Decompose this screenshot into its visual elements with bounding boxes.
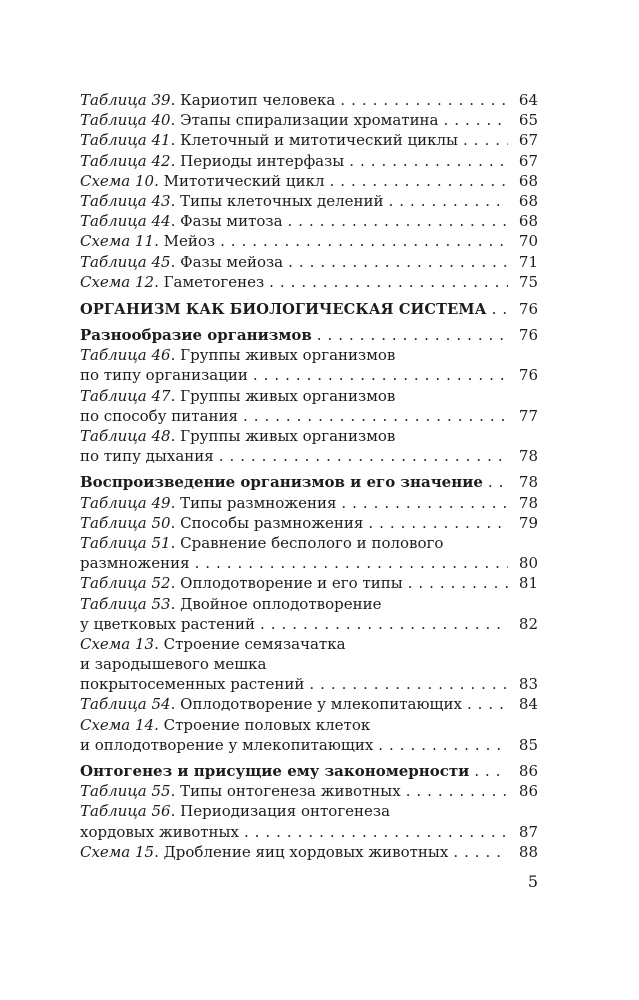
dot-leader [349, 151, 508, 171]
toc-entry-continuation[interactable] [80, 365, 538, 385]
dot-leader [329, 171, 508, 191]
toc-entry-first-line[interactable]: Схема 13. Строение семязачатка [80, 634, 346, 653]
toc-entry-continuation[interactable] [80, 614, 538, 634]
page-ref: 87 [518, 822, 538, 841]
entry-text: Таблица 47. Группы живых организмов [80, 386, 396, 405]
entry-title: Двойное оплодотворение [180, 594, 382, 613]
page-ref: 88 [518, 842, 538, 861]
dot-leader [340, 90, 508, 110]
toc-entry[interactable] [80, 110, 538, 130]
page-ref: 68 [518, 212, 538, 231]
dot-leader [220, 231, 508, 251]
page-ref: 75 [518, 272, 538, 291]
entry-label: Таблица 43 [80, 191, 171, 210]
page-ref: 64 [518, 91, 538, 109]
entry-label: Таблица 55 [80, 782, 171, 801]
toc-subsection-heading[interactable] [80, 761, 538, 781]
toc-entry-first-line[interactable] [80, 345, 538, 365]
toc-section-heading[interactable] [80, 299, 538, 319]
entry-title-continuation: у цветковых растений [80, 614, 255, 633]
entry-label: Таблица 39 [80, 91, 171, 109]
entry-title: Типы клеточных делений [180, 191, 384, 210]
entry-title-continuation: покрытосеменных растений [80, 675, 305, 694]
entry-text: Таблица 45. Фазы мейоза [80, 252, 284, 271]
dot-leader [467, 694, 508, 714]
entry-title: Кариотип человека [180, 91, 336, 109]
entry-label: Схема 12 [80, 272, 155, 291]
entry-text: Таблица 44. Фазы митоза [80, 212, 283, 231]
dot-leader [408, 573, 508, 593]
page-ref: 67 [518, 131, 538, 150]
toc-entry-continuation[interactable] [80, 446, 538, 466]
dot-leader [244, 822, 508, 842]
page-ref: 70 [518, 232, 538, 251]
page-number: 5 [527, 872, 538, 891]
toc-entry[interactable]: Таблица 50. Способы размножения . . . 79 [80, 513, 538, 533]
dot-leader [269, 272, 508, 292]
entry-title-continuation: хордовых животных [80, 822, 239, 841]
entry-label: Таблица 45 [80, 252, 171, 271]
page-ref: 85 [518, 735, 538, 754]
toc-entry[interactable] [80, 211, 538, 231]
entry-text: Таблица 39. Кариотип человека [80, 91, 336, 109]
toc-entry[interactable]: Таблица 52. Оплодотворение и его типы . . . 81 [80, 573, 538, 593]
entry-title: Группы живых организмов [180, 386, 396, 405]
entry-title-continuation: размножения [80, 554, 190, 573]
entry-title: Оплодотворение у млекопитающих [180, 695, 462, 714]
toc-entry-first-line[interactable]: Таблица 56. Периодизация онтогенеза [80, 802, 391, 821]
dot-leader [288, 211, 508, 231]
page-ref: 79 [518, 513, 538, 532]
entry-text: Таблица 43. Типы клеточных делений [80, 191, 384, 210]
entry-title: Оплодотворение и его типы [180, 574, 403, 593]
toc-entry[interactable] [80, 171, 538, 191]
entry-label: Таблица 48 [80, 427, 171, 445]
toc-entry[interactable] [80, 231, 538, 251]
entry-title: Клеточный и митотический циклы [180, 131, 458, 150]
entry-title: Мейоз [163, 232, 216, 251]
dot-leader [453, 842, 508, 862]
entry-label: Таблица 41 [80, 131, 171, 150]
toc-entry-continuation[interactable] [80, 674, 538, 694]
dot-leader [488, 472, 508, 492]
dot-leader [341, 493, 508, 513]
entry-label: Схема 15 [80, 842, 155, 861]
entry-title: Типы размножения [180, 493, 337, 512]
toc-entry-continuation[interactable] [80, 553, 538, 573]
entry-title: Типы онтогенеза животных [180, 782, 401, 801]
subsection-title: Разнообразие организмов [80, 326, 312, 345]
entry-title: Периодизация онтогенеза [180, 802, 391, 821]
dot-leader [492, 299, 508, 319]
page-ref: 78 [518, 447, 538, 466]
entry-label: Таблица 49 [80, 493, 171, 512]
page-ref: 86 [518, 782, 538, 801]
entry-text: Таблица 40. Этапы спирализации хроматина [80, 111, 439, 130]
entry-text: Схема 10. Митотический цикл [80, 171, 325, 190]
entry-title: Гаметогенез [163, 272, 265, 291]
toc-entry-first-line[interactable]: Таблица 53. Двойное оплодотворение [80, 594, 382, 613]
entry-title: Дробление яиц хордовых животных [163, 842, 449, 861]
entry-label: Схема 11 [80, 232, 155, 251]
entry-label: Таблица 56 [80, 802, 171, 821]
dot-leader [368, 513, 508, 533]
entry-text: Схема 12. Гаметогенез [80, 272, 265, 291]
toc-entry[interactable]: Таблица 54. Оплодотворение у млекопитающих . . . 84 [80, 694, 538, 714]
dot-leader [243, 406, 508, 426]
entry-text: Таблица 48. Группы живых организмов [80, 427, 396, 445]
entry-label: Таблица 40 [80, 111, 171, 130]
dot-leader [378, 735, 508, 755]
entry-title: Фазы мейоза [180, 252, 284, 271]
page-ref: 65 [518, 111, 538, 130]
table-of-contents [80, 90, 538, 862]
toc-entry[interactable] [80, 252, 538, 272]
dot-leader [219, 446, 508, 466]
entry-title: Строение семязачатка [163, 634, 346, 653]
dot-leader [317, 325, 508, 345]
entry-title-continuation: по типу организации [80, 366, 248, 385]
entry-title: Периоды интерфазы [180, 151, 345, 170]
page-ref: 68 [518, 171, 538, 190]
page-ref: 80 [518, 554, 538, 573]
entry-title-continuation: по способу питания [80, 406, 238, 425]
toc-entry[interactable]: Схема 15. Дробление яиц хордовых животных . . . 88 [80, 842, 538, 862]
entry-title: Группы живых организмов [180, 427, 396, 445]
page-ref: 67 [518, 151, 538, 170]
entry-label: Таблица 42 [80, 151, 171, 170]
toc-entry[interactable]: Таблица 55. Типы онтогенеза животных . . . 86 [80, 781, 538, 801]
toc-entry-first-line[interactable]: Схема 14. Строение половых клеток [80, 715, 371, 734]
toc-entry[interactable] [80, 191, 538, 211]
entry-title: Митотический цикл [163, 171, 325, 190]
page-ref: 76 [518, 326, 538, 345]
entry-title-continuation: по типу дыхания [80, 447, 214, 466]
entry-label: Таблица 53 [80, 594, 171, 613]
page-ref: 78 [518, 493, 538, 512]
toc-entry-first-line[interactable] [80, 426, 538, 446]
page-ref: 76 [518, 366, 538, 385]
page-ref: 82 [518, 614, 538, 633]
page-ref: 78 [518, 473, 538, 492]
entry-text: Таблица 41. Клеточный и митотический циклы [80, 131, 458, 150]
page-ref: 71 [518, 252, 538, 271]
dot-leader [406, 781, 508, 801]
toc-entry[interactable] [80, 130, 538, 150]
dot-leader [444, 110, 508, 130]
entry-title: Группы живых организмов [180, 346, 396, 365]
page-ref: 76 [518, 299, 538, 318]
toc-entry-continuation[interactable] [80, 735, 538, 755]
toc-subsection-heading[interactable] [80, 325, 538, 345]
entry-label: Таблица 50 [80, 513, 171, 532]
toc-entry-continuation[interactable] [80, 406, 538, 426]
dot-leader [253, 365, 508, 385]
entry-label: Таблица 46 [80, 346, 171, 365]
entry-label: Схема 13 [80, 634, 155, 653]
dot-leader [195, 553, 508, 573]
page-ref: 86 [518, 762, 538, 780]
subsection-title: Воспроизведение организмов и его значение [80, 473, 483, 492]
toc-entry[interactable] [80, 90, 538, 110]
toc-entry-continuation[interactable] [80, 654, 538, 674]
toc-entry-first-line[interactable] [80, 386, 538, 406]
entry-title-continuation: и зародышевого мешка [80, 655, 267, 674]
page-ref: 68 [518, 191, 538, 210]
dot-leader [288, 252, 508, 272]
entry-label: Таблица 54 [80, 695, 171, 714]
entry-label: Таблица 47 [80, 386, 171, 405]
dot-leader [463, 130, 508, 150]
dot-leader [260, 614, 508, 634]
entry-text: Таблица 46. Группы живых организмов [80, 346, 396, 365]
page-ref: 77 [518, 406, 538, 425]
page-ref: 81 [518, 574, 538, 593]
entry-text: Схема 11. Мейоз [80, 232, 216, 251]
entry-title-continuation: и оплодотворение у млекопитающих [80, 735, 374, 754]
entry-title: Этапы спирализации хроматина [180, 111, 439, 130]
page-ref: 84 [518, 695, 538, 714]
entry-label: Схема 14 [80, 715, 155, 734]
entry-text: Таблица 42. Периоды интерфазы [80, 151, 345, 170]
toc-entry[interactable] [80, 151, 538, 171]
entry-label: Схема 10 [80, 171, 155, 190]
section-title: ОРГАНИЗМ КАК БИОЛОГИЧЕСКАЯ СИСТЕМА [80, 300, 487, 318]
toc-entry[interactable]: Таблица 49. Типы размножения . . . 78 [80, 493, 538, 513]
entry-label: Таблица 51 [80, 533, 171, 552]
toc-entry-first-line[interactable]: Таблица 51. Сравнение бесполого и полового [80, 533, 444, 552]
entry-label: Таблица 52 [80, 574, 171, 593]
dot-leader [474, 761, 508, 781]
page-ref: 83 [518, 675, 538, 694]
toc-entry[interactable] [80, 272, 538, 292]
toc-subsection-heading[interactable] [80, 472, 538, 492]
entry-label: Таблица 44 [80, 212, 171, 231]
toc-entry-continuation[interactable] [80, 822, 538, 842]
entry-title: Сравнение бесполого и полового [180, 533, 444, 552]
entry-title: Фазы митоза [180, 212, 283, 231]
toc-entries-chapter-cell [80, 90, 538, 292]
entry-title: Строение половых клеток [163, 715, 371, 734]
dot-leader [389, 191, 508, 211]
toc-entries-diversity [80, 345, 538, 466]
entry-title: Способы размножения [180, 513, 364, 532]
subsection-title: Онтогенез и присущие ему закономерности [80, 762, 470, 780]
dot-leader [309, 674, 508, 694]
